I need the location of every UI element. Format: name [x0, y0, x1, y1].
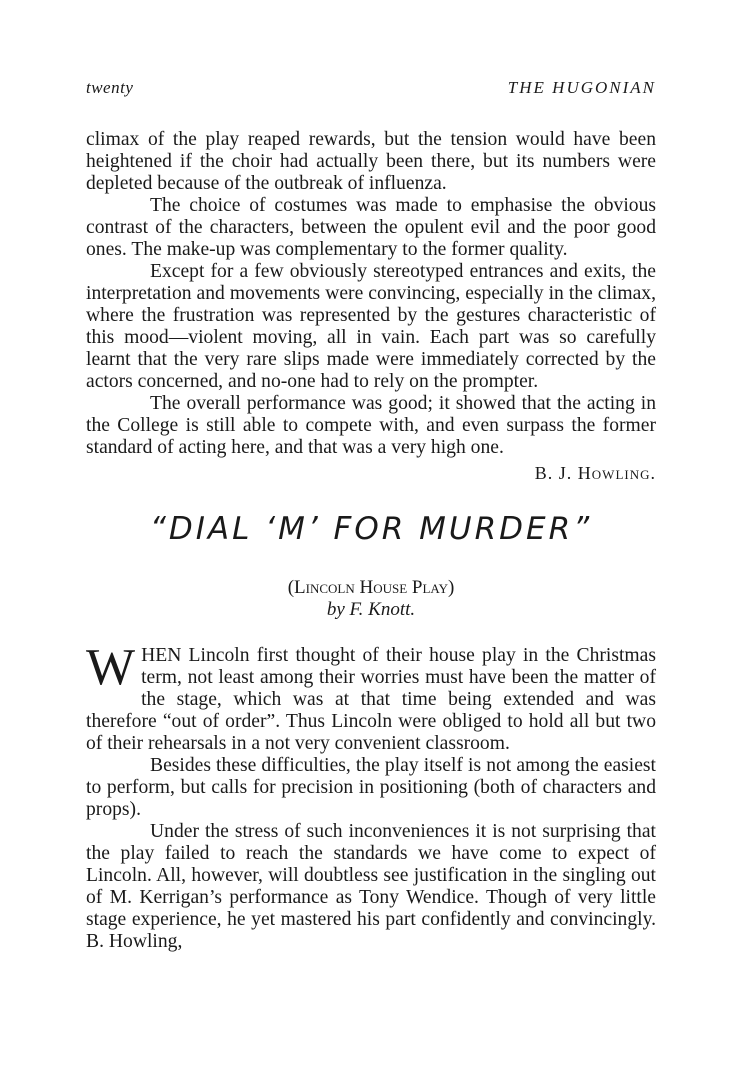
- review-paragraph: The choice of costumes was made to emphasise the obvious contrast of the characters, between the opulent evil and the poor good ones. The make-up was complementary to the former quality.: [86, 195, 656, 260]
- article-paragraph: Under the stress of such inconveniences it is not surprising that the play failed to reach the standards we have come to expect of Lincoln. All, however, will doubtless see justification in the singling out of M. Kerrigan’s performance as Tony Wendice. Though of very little stage experience, he yet mastered his part confidently and convincingly. B. Howling,: [86, 821, 656, 952]
- drop-cap: W: [86, 639, 136, 696]
- review-signature: B. J. Howling.: [534, 463, 656, 483]
- review-paragraph: climax of the play reaped rewards, but the tension would have been heightened if the choir had actually been there, but its numbers were depleted because of the outbreak of influenza.: [86, 129, 656, 194]
- article-subtitle: (Lincoln House Play): [287, 577, 455, 598]
- review-paragraph: The overall performance was good; it showed that the acting in the College is still able to compete with, and even surpass the former standard of acting here, and that was a very high one.: [86, 393, 656, 458]
- publication-title: THE HUGONIAN: [507, 78, 656, 97]
- article-paragraph: Besides these difficulties, the play itself is not among the easiest to perform, but calls for precision in positioning (both of characters and props).: [86, 755, 656, 820]
- page: [86, 78, 656, 953]
- page-number: twenty: [86, 78, 134, 97]
- article-title: “DIAL ‘M’ FOR MURDER”: [149, 511, 593, 547]
- article-body: [86, 639, 656, 953]
- running-header: [86, 78, 656, 102]
- review-body: [86, 129, 656, 484]
- review-paragraph: Except for a few obviously stereotyped entrances and exits, the interpretation and movements were convincing, especially in the climax, where the frustration was represented by the gestures characteristic of this mood—violent moving, all in vain. Each part was so carefully learnt that the very rare slips made were immediately corrected by the actors concerned, and no-one had to rely on the prompter.: [86, 261, 656, 392]
- article-first-paragraph: [86, 639, 656, 755]
- article-byline: by F. Knott.: [326, 599, 416, 620]
- first-paragraph-text: HEN Lincoln first thought of their house play in the Christmas term, not least among their worries must have been the matter of the stage, which was at that time being extended and was therefore “out of order”. Thus Lincoln were obliged to hold all but two of their rehearsals in a not very convenient classroom.: [86, 645, 656, 754]
